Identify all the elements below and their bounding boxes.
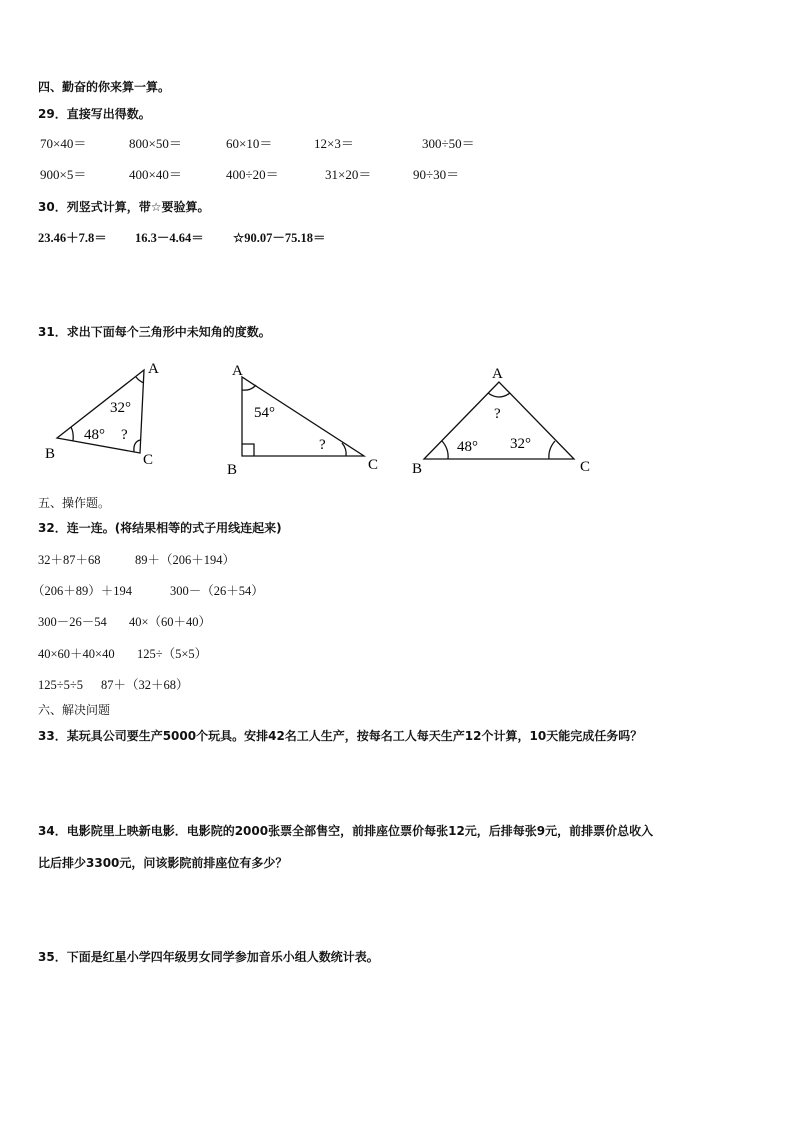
- tri1-angle-b: 48°: [84, 427, 105, 443]
- tri1-angle-a: 32°: [110, 400, 131, 416]
- section-6-title: 六、解决问题: [38, 703, 111, 717]
- q32-left-expr: 300－26－54: [38, 615, 107, 629]
- q29-expr: 12×3＝: [314, 136, 354, 151]
- tri3-label-a: A: [492, 366, 503, 382]
- tri2-label-c: C: [368, 457, 379, 473]
- tri3-angle-c: 32°: [510, 436, 531, 452]
- triangle-figures: [0, 355, 794, 485]
- q32-left-expr: 40×60＋40×40: [38, 647, 115, 661]
- q30-calc: ☆90.07－75.18＝: [233, 231, 326, 245]
- q29-expr: 300÷50＝: [422, 136, 475, 151]
- q29-expr: 31×20＝: [325, 167, 372, 182]
- tri1-angle-c: ?: [121, 427, 128, 443]
- tri3-label-c: C: [580, 459, 591, 475]
- question-30-title: 30．列竖式计算，带☆要验算。: [38, 200, 210, 214]
- section-5-title: 五、操作题。: [38, 496, 111, 510]
- question-33: 33．某玩具公司要生产5000个玩具。安排42名工人生产，按每名工人每天生产12个计算，10天能完成任务吗？: [38, 729, 643, 743]
- q32-left-expr: 32＋87＋68: [38, 553, 101, 567]
- q29-expr: 60×10＝: [226, 136, 273, 151]
- question-34-line-1: 34．电影院里上映新电影．电影院的2000张票全部售空，前排座位票价每张12元，后排每张9元，前排票价总收入: [38, 824, 654, 838]
- q32-right-expr: 125÷（5×5）: [137, 647, 208, 661]
- q32-right-expr: 40×（60＋40）: [129, 615, 212, 629]
- q32-right-expr: 300－（26＋54）: [170, 584, 264, 598]
- q29-expr: 400÷20＝: [226, 167, 279, 182]
- q29-expr: 90÷30＝: [413, 167, 460, 182]
- tri3-label-b: B: [412, 461, 423, 477]
- tri2-label-a: A: [232, 363, 243, 379]
- tri1-label-a: A: [148, 361, 159, 377]
- tri1-label-b: B: [45, 446, 56, 462]
- q29-expr: 900×5＝: [40, 167, 87, 182]
- tri2-label-b: B: [227, 462, 238, 478]
- tri1-label-c: C: [143, 452, 154, 468]
- section-4-title: 四、勤奋的你来算一算。: [38, 80, 171, 94]
- q30-calc: 23.46＋7.8＝: [38, 231, 107, 245]
- q32-left-expr: 125÷5÷5: [38, 678, 83, 692]
- tri3-angle-a: ?: [494, 406, 501, 422]
- q32-right-expr: 89＋（206＋194）: [135, 553, 236, 567]
- q30-calc: 16.3－4.64＝: [135, 231, 204, 245]
- question-29-title: 29．直接写出得数。: [38, 107, 151, 121]
- q32-right-expr: 87＋（32＋68）: [101, 678, 189, 692]
- question-32-title: 32．连一连。(将结果相等的式子用线连起来): [38, 521, 282, 535]
- tri3-angle-b: 48°: [457, 439, 478, 455]
- question-35: 35．下面是红星小学四年级男女同学参加音乐小组人数统计表。: [38, 950, 379, 964]
- tri2-angle-c: ?: [319, 437, 326, 453]
- question-31-title: 31．求出下面每个三角形中未知角的度数。: [38, 325, 271, 339]
- q29-expr: 800×50＝: [129, 136, 182, 151]
- q32-left-expr: （206＋89）＋194: [32, 584, 133, 598]
- question-34-line-2: 比后排少3300元，问该影院前排座位有多少？: [38, 856, 288, 870]
- q29-expr: 70×40＝: [40, 136, 87, 151]
- q29-expr: 400×40＝: [129, 167, 182, 182]
- tri2-angle-a: 54°: [254, 405, 275, 421]
